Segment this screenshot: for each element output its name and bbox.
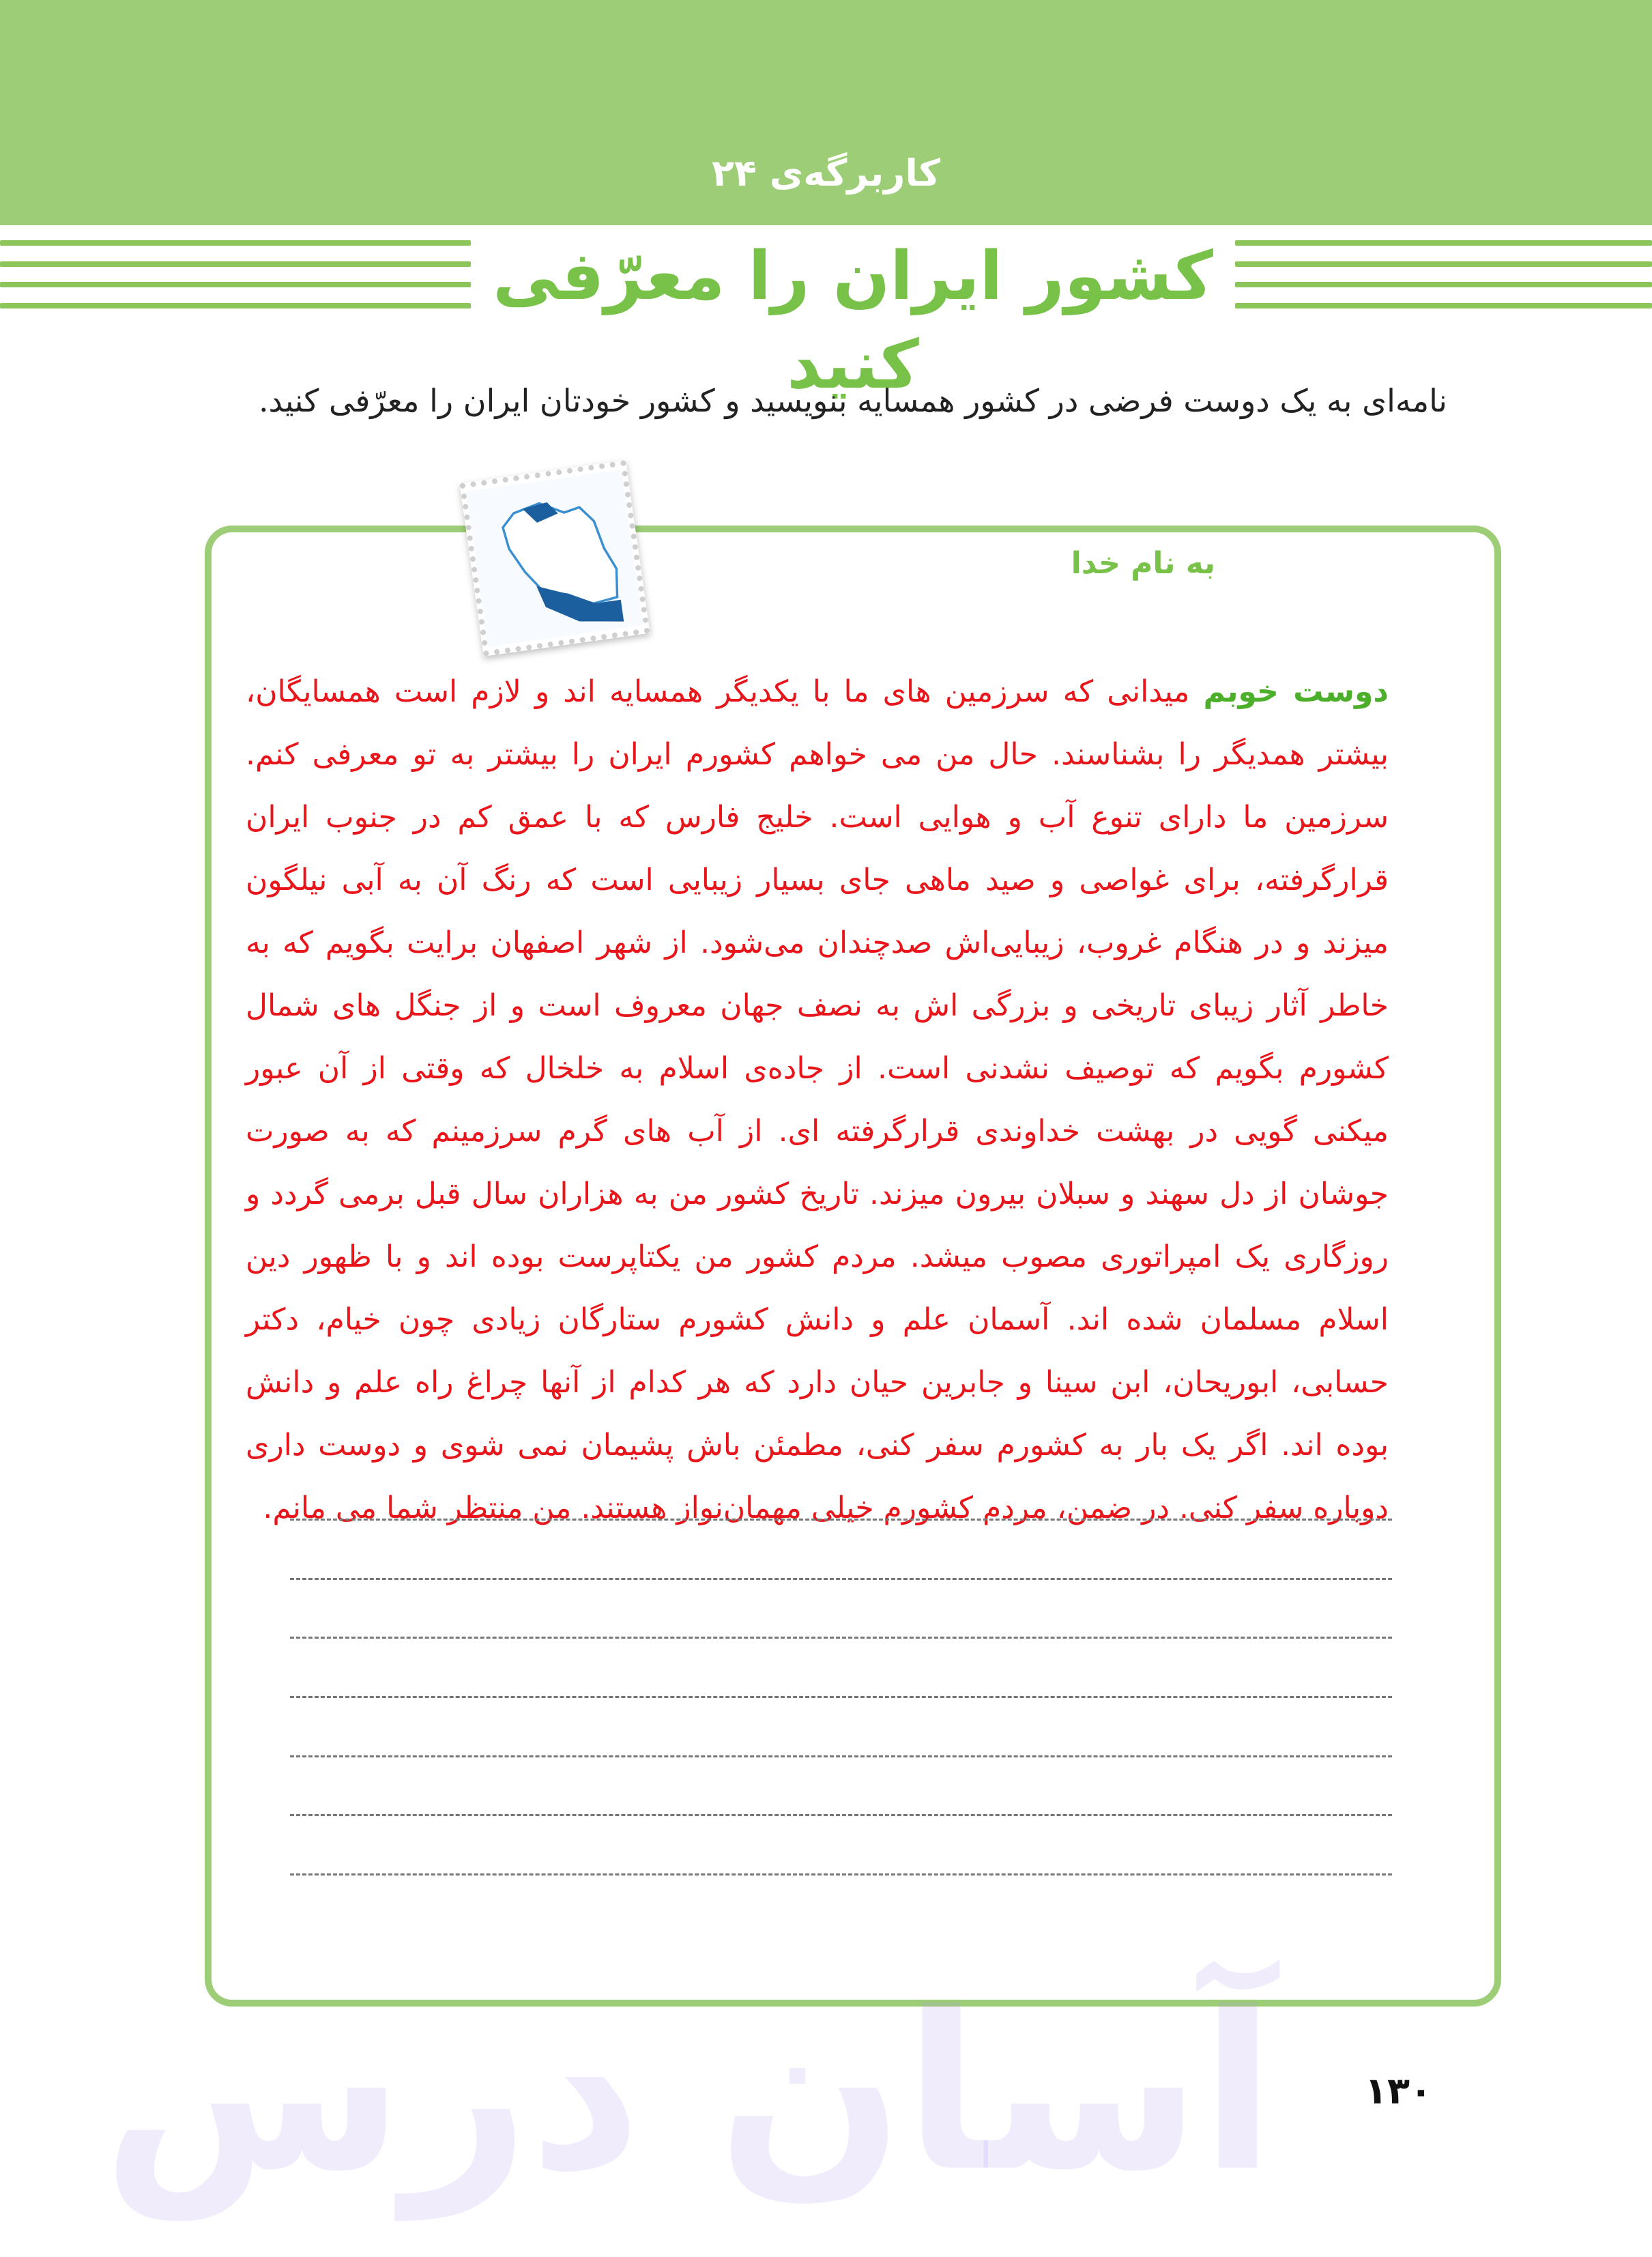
writing-line xyxy=(290,1873,1392,1875)
letter-text: میدانی که سرزمین های ما با یکدیگر همسایه اند و لازم است همسایگان، بیشتر همدیگر را بشناسند. حال من می خواهم کشورم ایران را بیشتر به تو معرفی کنم. سرزمین ما دارای تنوع آب و هوایی است. خلیج فارس که با عمق کم در جنوب ایران قرارگرفته، برای غواصی و صید ماهی جای بسیار زیبایی است که رنگ آن به آبی نیلگون میزند و در هنگام غروب، زیبایی‌اش صدچندان می‌شود. از شهر اصفهان برایت بگویم که به خاطر آثار زیبای تاریخی و بزرگی اش به نصف جهان معروف است و از جنگل های شمال کشورم بگویم که توصیف نشدنی است. از جاده‌ی اسلام به خلخال که وقتی از آن عبور میکنی گویی در بهشت خداوندی قرارگرفته ای. از آب های گرم سرزمینم که به صورت جوشان از دل سهند و سبلان بیرون میزند. تاریخ کشور من به هزاران سال قبل برمی گردد و روزگاری یک امپراتوری مصوب میشد. مردم کشور من یکتاپرست بوده اند و با ظهور دین اسلام مسلمان شده اند. آسمان علم و دانش کشورم ستارگان زیادی چون خیام، دکتر حسابی، ابوریحان، ابن سینا و جابرین حیان دارد که هر کدام از آنها چراغ راه علم و دانش بوده اند. اگر یک بار به کشورم سفر کنی، مطمئن باش پشیمان نمی شوی و دوست داری دوباره سفر کنی. در ضمن، مردم کشورم خیلی مهمان‌نواز هستند. من منتظر شما می مانم. xyxy=(246,674,1389,1525)
writing-line xyxy=(290,1696,1392,1698)
page-title: کشور ایران را معرّفی کنید xyxy=(493,238,1213,404)
writing-line xyxy=(290,1755,1392,1757)
sheet-number: کاربرگه‌ی ۲۴ xyxy=(712,152,940,195)
writing-line xyxy=(290,1814,1392,1816)
watermark-text: آسان درس xyxy=(102,1966,1276,2219)
page-number: ۱۳۰ xyxy=(1365,2069,1432,2112)
letter-opening: به نام خدا xyxy=(1071,546,1215,581)
writing-line xyxy=(290,1578,1392,1580)
letter-salutation: دوست خوبم xyxy=(1203,674,1389,709)
writing-line xyxy=(290,1519,1392,1521)
left-stripes xyxy=(0,240,471,308)
writing-line xyxy=(290,1637,1392,1639)
right-stripes xyxy=(1235,240,1652,308)
iran-map-stamp-icon xyxy=(459,460,650,657)
letter-body xyxy=(246,661,1389,1540)
instruction-text: نامه‌ای به یک دوست فرضی در کشور همسایه بنویسید و کشور خودتان ایران را معرّفی کنید. xyxy=(258,382,1447,419)
